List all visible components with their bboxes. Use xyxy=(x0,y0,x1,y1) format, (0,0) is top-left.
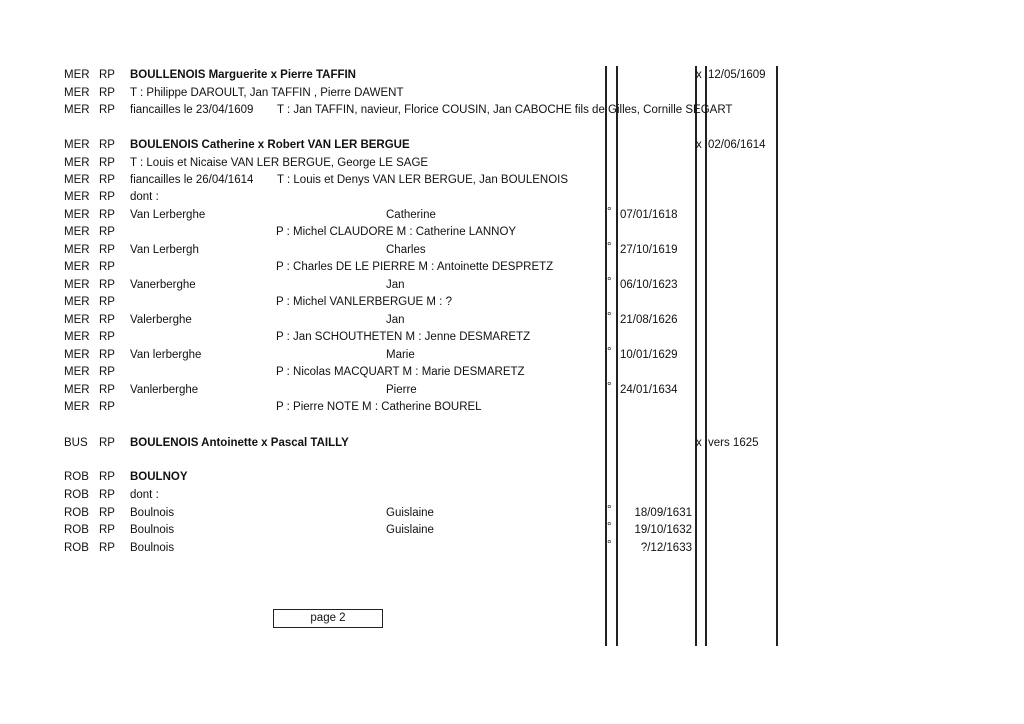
baptism-date: ?/12/1633 xyxy=(640,542,692,554)
source-code: RP xyxy=(99,366,115,378)
source-code: RP xyxy=(99,296,115,308)
entry-name: Boulnois xyxy=(130,542,175,554)
baptism-mark: ° xyxy=(607,521,612,533)
entry-name: BOULENOIS Catherine x Robert VAN LER BERGUE xyxy=(130,139,410,151)
source-code: RP xyxy=(99,279,115,291)
register-code: MER xyxy=(64,261,90,273)
register-code: MER xyxy=(64,139,90,151)
marriage-mark: x xyxy=(696,69,702,81)
first-name: Pierre xyxy=(386,384,417,396)
source-code: RP xyxy=(99,69,115,81)
source-code: RP xyxy=(99,104,115,116)
first-name: Jan xyxy=(386,279,405,291)
baptism-date: 18/09/1631 xyxy=(634,507,692,519)
entry-name: Boulnois xyxy=(130,524,175,536)
source-code: RP xyxy=(99,244,115,256)
entry-name: dont : xyxy=(130,489,159,501)
source-code: RP xyxy=(99,261,115,273)
source-code: RP xyxy=(99,507,115,519)
register-code: ROB xyxy=(64,542,89,554)
first-name: Guislaine xyxy=(386,507,434,519)
register-code: MER xyxy=(64,401,90,413)
witnesses: T : Louis et Denys VAN LER BERGUE, Jan BOULENOIS xyxy=(277,174,569,186)
register-code: ROB xyxy=(64,507,89,519)
marriage-mark: x xyxy=(696,437,702,449)
source-code: RP xyxy=(99,437,115,449)
entry-name: Van Lerberghe xyxy=(130,209,206,221)
register-code: MER xyxy=(64,349,90,361)
register-code: MER xyxy=(64,366,90,378)
source-code: RP xyxy=(99,87,115,99)
register-code: ROB xyxy=(64,524,89,536)
register-code: MER xyxy=(64,384,90,396)
baptism-mark: ° xyxy=(607,276,612,288)
register-code: MER xyxy=(64,69,90,81)
page-label: page 2 xyxy=(273,609,383,628)
register-code: MER xyxy=(64,87,90,99)
source-code: RP xyxy=(99,524,115,536)
entry-name: Van Lerbergh xyxy=(130,244,199,256)
entry-name: Valerberghe xyxy=(130,314,192,326)
marriage-date: vers 1625 xyxy=(708,437,759,449)
register-code: MER xyxy=(64,296,90,308)
column-rule-5 xyxy=(776,66,778,646)
source-code: RP xyxy=(99,191,115,203)
register-code: MER xyxy=(64,244,90,256)
register-code: MER xyxy=(64,191,90,203)
register-code: ROB xyxy=(64,489,89,501)
baptism-mark: ° xyxy=(607,539,612,551)
godparents: P : Michel CLAUDORE M : Catherine LANNOY xyxy=(276,226,517,238)
source-code: RP xyxy=(99,349,115,361)
entry-name: Boulnois xyxy=(130,507,175,519)
marriage-date: 02/06/1614 xyxy=(708,139,766,151)
register-code: MER xyxy=(64,226,90,238)
baptism-mark: ° xyxy=(607,381,612,393)
register-code: MER xyxy=(64,331,90,343)
register-code: MER xyxy=(64,314,90,326)
column-rule-2 xyxy=(616,66,618,646)
baptism-date: 19/10/1632 xyxy=(634,524,692,536)
entry-name: Vanerberghe xyxy=(130,279,196,291)
godparents: P : Michel VANLERBERGUE M : ? xyxy=(276,296,452,308)
baptism-date: 07/01/1618 xyxy=(620,209,678,221)
source-code: RP xyxy=(99,157,115,169)
source-code: RP xyxy=(99,471,115,483)
register-code: MER xyxy=(64,279,90,291)
source-code: RP xyxy=(99,384,115,396)
godparents: P : Nicolas MACQUART M : Marie DESMARETZ xyxy=(276,366,525,378)
baptism-mark: ° xyxy=(607,346,612,358)
source-code: RP xyxy=(99,174,115,186)
first-name: Guislaine xyxy=(386,524,434,536)
entry-name: fiancailles le 26/04/1614 xyxy=(130,174,254,186)
baptism-date: 06/10/1623 xyxy=(620,279,678,291)
register-code: MER xyxy=(64,174,90,186)
marriage-date: 12/05/1609 xyxy=(708,69,766,81)
witnesses: T : Jan TAFFIN, navieur, Florice COUSIN, Jan CABOCHE fils de Gilles, Cornille SEGART xyxy=(277,104,733,116)
first-name: Catherine xyxy=(386,209,436,221)
register-code: MER xyxy=(64,157,90,169)
source-code: RP xyxy=(99,401,115,413)
godparents: P : Charles DE LE PIERRE M : Antoinette DESPRETZ xyxy=(276,261,554,273)
baptism-date: 21/08/1626 xyxy=(620,314,678,326)
register-code: BUS xyxy=(64,437,88,449)
register-code: MER xyxy=(64,104,90,116)
entry-name: fiancailles le 23/04/1609 xyxy=(130,104,254,116)
source-code: RP xyxy=(99,489,115,501)
source-code: RP xyxy=(99,226,115,238)
entry-name: Vanlerberghe xyxy=(130,384,199,396)
entry-name: BOULENOIS Antoinette x Pascal TAILLY xyxy=(130,437,349,449)
baptism-date: 27/10/1619 xyxy=(620,244,678,256)
baptism-mark: ° xyxy=(607,241,612,253)
register-code: ROB xyxy=(64,471,89,483)
baptism-mark: ° xyxy=(607,504,612,516)
first-name: Jan xyxy=(386,314,405,326)
baptism-mark: ° xyxy=(607,206,612,218)
first-name: Marie xyxy=(386,349,415,361)
entry-name: BOULLENOIS Marguerite x Pierre TAFFIN xyxy=(130,69,356,81)
first-name: Charles xyxy=(386,244,426,256)
entry-name: Van lerberghe xyxy=(130,349,202,361)
marriage-mark: x xyxy=(696,139,702,151)
godparents: P : Pierre NOTE M : Catherine BOUREL xyxy=(276,401,482,413)
source-code: RP xyxy=(99,331,115,343)
baptism-mark: ° xyxy=(607,311,612,323)
register-code: MER xyxy=(64,209,90,221)
column-rule-4 xyxy=(705,66,707,646)
source-code: RP xyxy=(99,314,115,326)
entry-name: T : Louis et Nicaise VAN LER BERGUE, George LE SAGE xyxy=(130,157,429,169)
entry-name: BOULNOY xyxy=(130,471,188,483)
source-code: RP xyxy=(99,139,115,151)
column-rule-3 xyxy=(695,66,697,646)
entry-name: dont : xyxy=(130,191,159,203)
source-code: RP xyxy=(99,542,115,554)
baptism-date: 24/01/1634 xyxy=(620,384,678,396)
entry-name: T : Philippe DAROULT, Jan TAFFIN , Pierre DAWENT xyxy=(130,87,404,99)
baptism-date: 10/01/1629 xyxy=(620,349,678,361)
source-code: RP xyxy=(99,209,115,221)
godparents: P : Jan SCHOUTHETEN M : Jenne DESMARETZ xyxy=(276,331,531,343)
